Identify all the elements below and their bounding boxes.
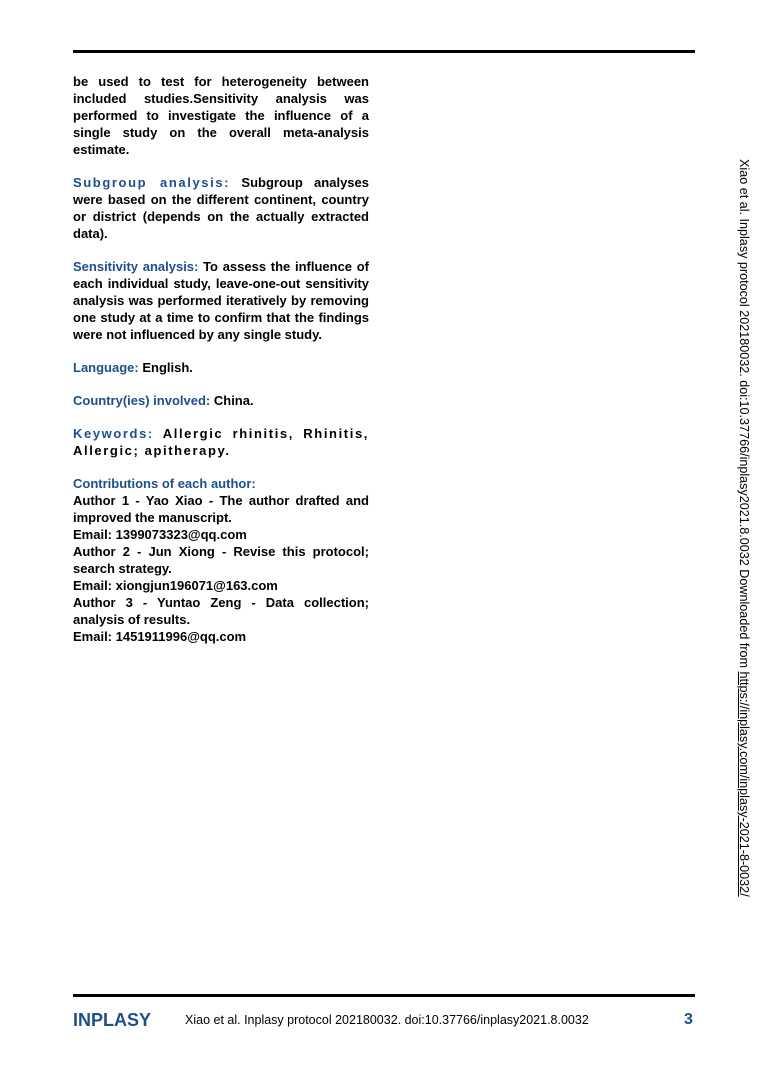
keywords-section bbox=[73, 425, 369, 459]
contributions-section bbox=[73, 475, 369, 645]
subgroup-label: Subgroup analysis: bbox=[73, 175, 231, 190]
language-label: Language: bbox=[73, 360, 139, 375]
header-rule bbox=[73, 50, 695, 53]
contribution-line: Author 3 - Yuntao Zeng - Data collection; analysis of results. bbox=[73, 595, 369, 627]
language-section bbox=[73, 359, 369, 376]
contribution-line: Author 1 - Yao Xiao - The author drafted and improved the manuscript. bbox=[73, 493, 369, 525]
contribution-email: Email: 1399073323@qq.com bbox=[73, 527, 247, 542]
vertical-download-notice bbox=[737, 159, 751, 897]
footer-rule bbox=[73, 994, 695, 997]
sensitivity-section bbox=[73, 258, 369, 343]
page-number: 3 bbox=[684, 1011, 693, 1028]
contribution-line: Author 2 - Jun Xiong - Revise this protocol; search strategy. bbox=[73, 544, 369, 576]
inplasy-logo: INPLASY bbox=[73, 1010, 152, 1030]
country-section bbox=[73, 392, 369, 409]
subgroup-section bbox=[73, 174, 369, 242]
main-column bbox=[73, 73, 369, 645]
contribution-email: Email: xiongjun196071@163.com bbox=[73, 578, 278, 593]
sensitivity-label: Sensitivity analysis: bbox=[73, 259, 199, 274]
contributions-label: Contributions of each author: bbox=[73, 476, 256, 491]
keywords-label: Keywords: bbox=[73, 426, 154, 441]
country-text: China. bbox=[210, 393, 254, 408]
intro-paragraph: be used to test for heterogeneity between included studies.Sensitivity analysis was performed to investigate the influence of a single study on the overall meta-analysis estimate. bbox=[73, 74, 369, 157]
sensitivity-text: To assess the influence of each individual study, leave-one-out sensitivity analysis was performed iteratively by removing one study at a time to confirm that the findings were not influenced by any single study. bbox=[73, 259, 369, 342]
download-link[interactable]: https://inplasy.com/inplasy-2021-8-0032/ bbox=[737, 671, 751, 897]
country-label: Country(ies) involved: bbox=[73, 393, 211, 408]
download-notice-text: Xiao et al. Inplasy protocol 202180032. doi:10.37766/inplasy2021.8.0032 Downloaded from bbox=[737, 159, 751, 672]
contribution-email: Email: 1451911996@qq.com bbox=[73, 629, 247, 644]
keywords-text: Allergic rhinitis, Rhinitis, Allergic; apitherapy. bbox=[73, 426, 369, 458]
language-text: English. bbox=[138, 360, 193, 375]
footer-citation: Xiao et al. Inplasy protocol 202180032. doi:10.37766/inplasy2021.8.0032 bbox=[185, 1013, 589, 1027]
subgroup-text: Subgroup analyses were based on the different continent, country or district (depends on the actually extracted data). bbox=[73, 175, 369, 241]
